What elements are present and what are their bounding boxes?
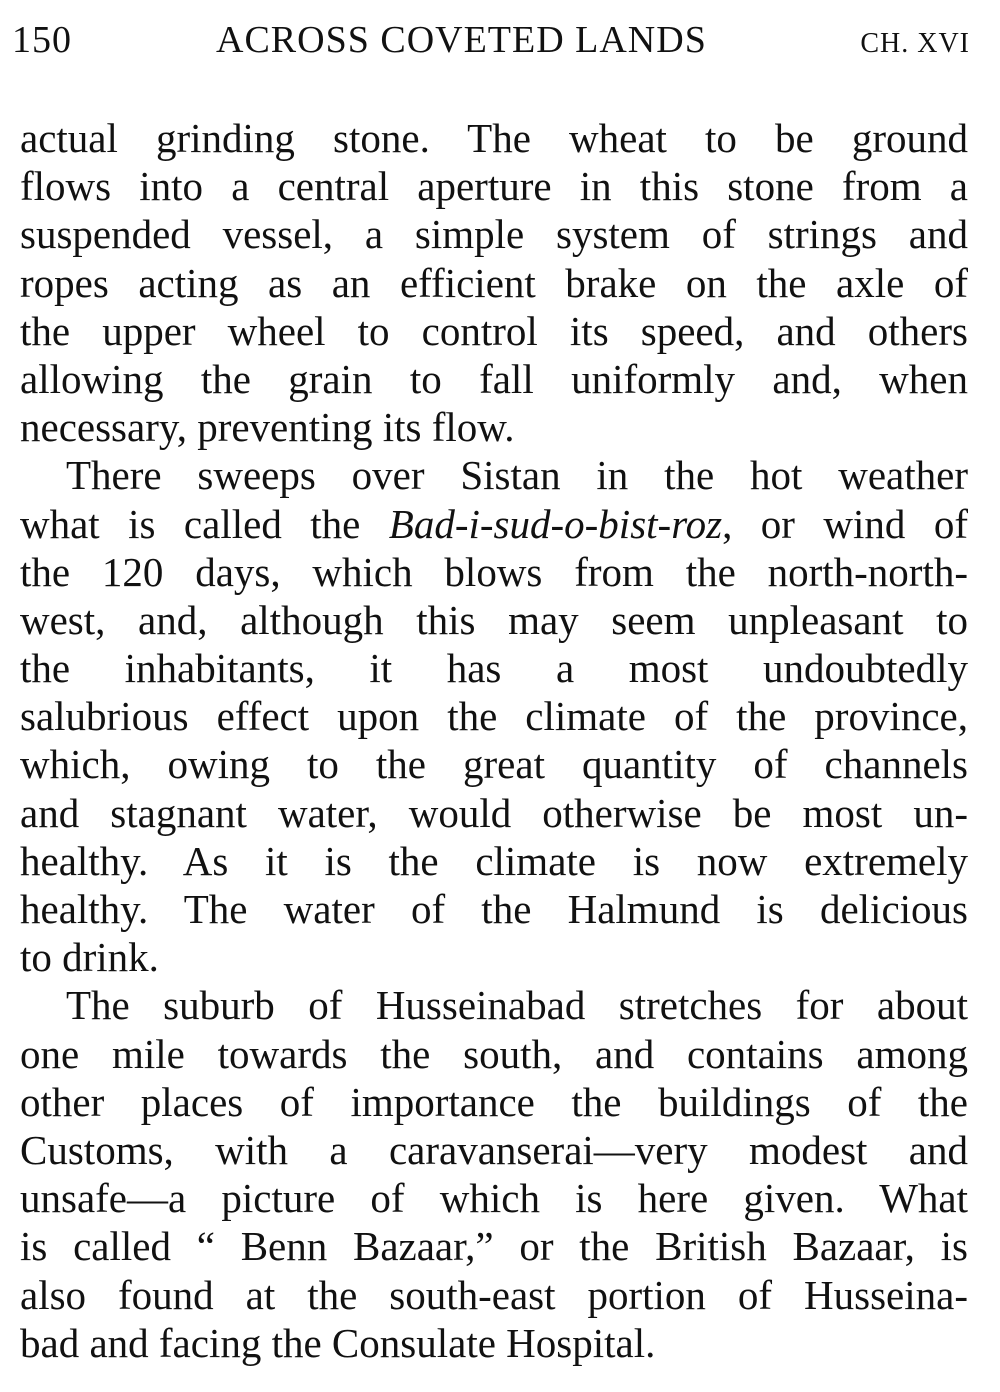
text-line: healthy. The water of the Halmund is delicious — [20, 886, 968, 932]
text-line-with-italic — [20, 500, 968, 548]
text-line: bad and facing the Consulate Hospital. — [20, 1319, 656, 1366]
running-title: ACROSS COVETED LANDS — [216, 19, 707, 61]
chapter-label: CH. XVI — [860, 28, 970, 59]
text-line: the 120 days, which blows from the north-north- — [20, 548, 968, 595]
page-header — [12, 18, 970, 68]
text-line: west, and, although this may seem unpleasant to — [20, 596, 968, 643]
text-line: also found at the south-east portion of Husseina- — [20, 1271, 968, 1318]
paragraph — [20, 981, 968, 1367]
text-line: Customs, with a caravanserai—very modest and — [20, 1126, 968, 1173]
text-line: to drink. — [20, 934, 159, 981]
paragraph — [20, 451, 968, 981]
text-line: one mile towards the south, and contains among — [20, 1030, 968, 1077]
text-line: The suburb of Husseinabad stretches for about — [66, 982, 968, 1029]
text-line: ropes acting as an efficient brake on the axle of — [20, 259, 968, 306]
body-text — [20, 114, 968, 1367]
text-segment: , or wind of — [722, 500, 968, 547]
text-line: actual grinding stone. The wheat to be ground — [20, 115, 968, 161]
text-line: and stagnant water, would otherwise be most un- — [20, 789, 968, 836]
text-line: There sweeps over Sistan in the hot weather — [66, 452, 968, 499]
text-line: is called “ Benn Bazaar,” or the British Bazaar, is — [20, 1223, 968, 1270]
text-line: which, owing to the great quantity of channels — [20, 741, 968, 788]
text-line: flows into a central aperture in this stone from a — [20, 163, 968, 210]
page-number: 150 — [12, 19, 72, 61]
text-line: allowing the grain to fall uniformly and, when — [20, 355, 968, 402]
text-line: the upper wheel to control its speed, and others — [20, 307, 968, 354]
text-line: suspended vessel, a simple system of strings and — [20, 211, 968, 258]
text-line: other places of importance the buildings of the — [20, 1078, 968, 1125]
text-line: necessary, preventing its flow. — [20, 404, 515, 451]
italic-term: Bad-i-sud-o-bist-roz — [388, 500, 723, 547]
text-line: healthy. As it is the climate is now extremely — [20, 837, 968, 884]
text-line: salubrious effect upon the climate of the province, — [20, 693, 968, 740]
text-line: unsafe—a picture of which is here given. What — [20, 1175, 968, 1222]
paragraph — [20, 114, 968, 451]
text-segment: what is called the — [20, 500, 389, 547]
text-line: the inhabitants, it has a most undoubtedly — [20, 645, 968, 692]
